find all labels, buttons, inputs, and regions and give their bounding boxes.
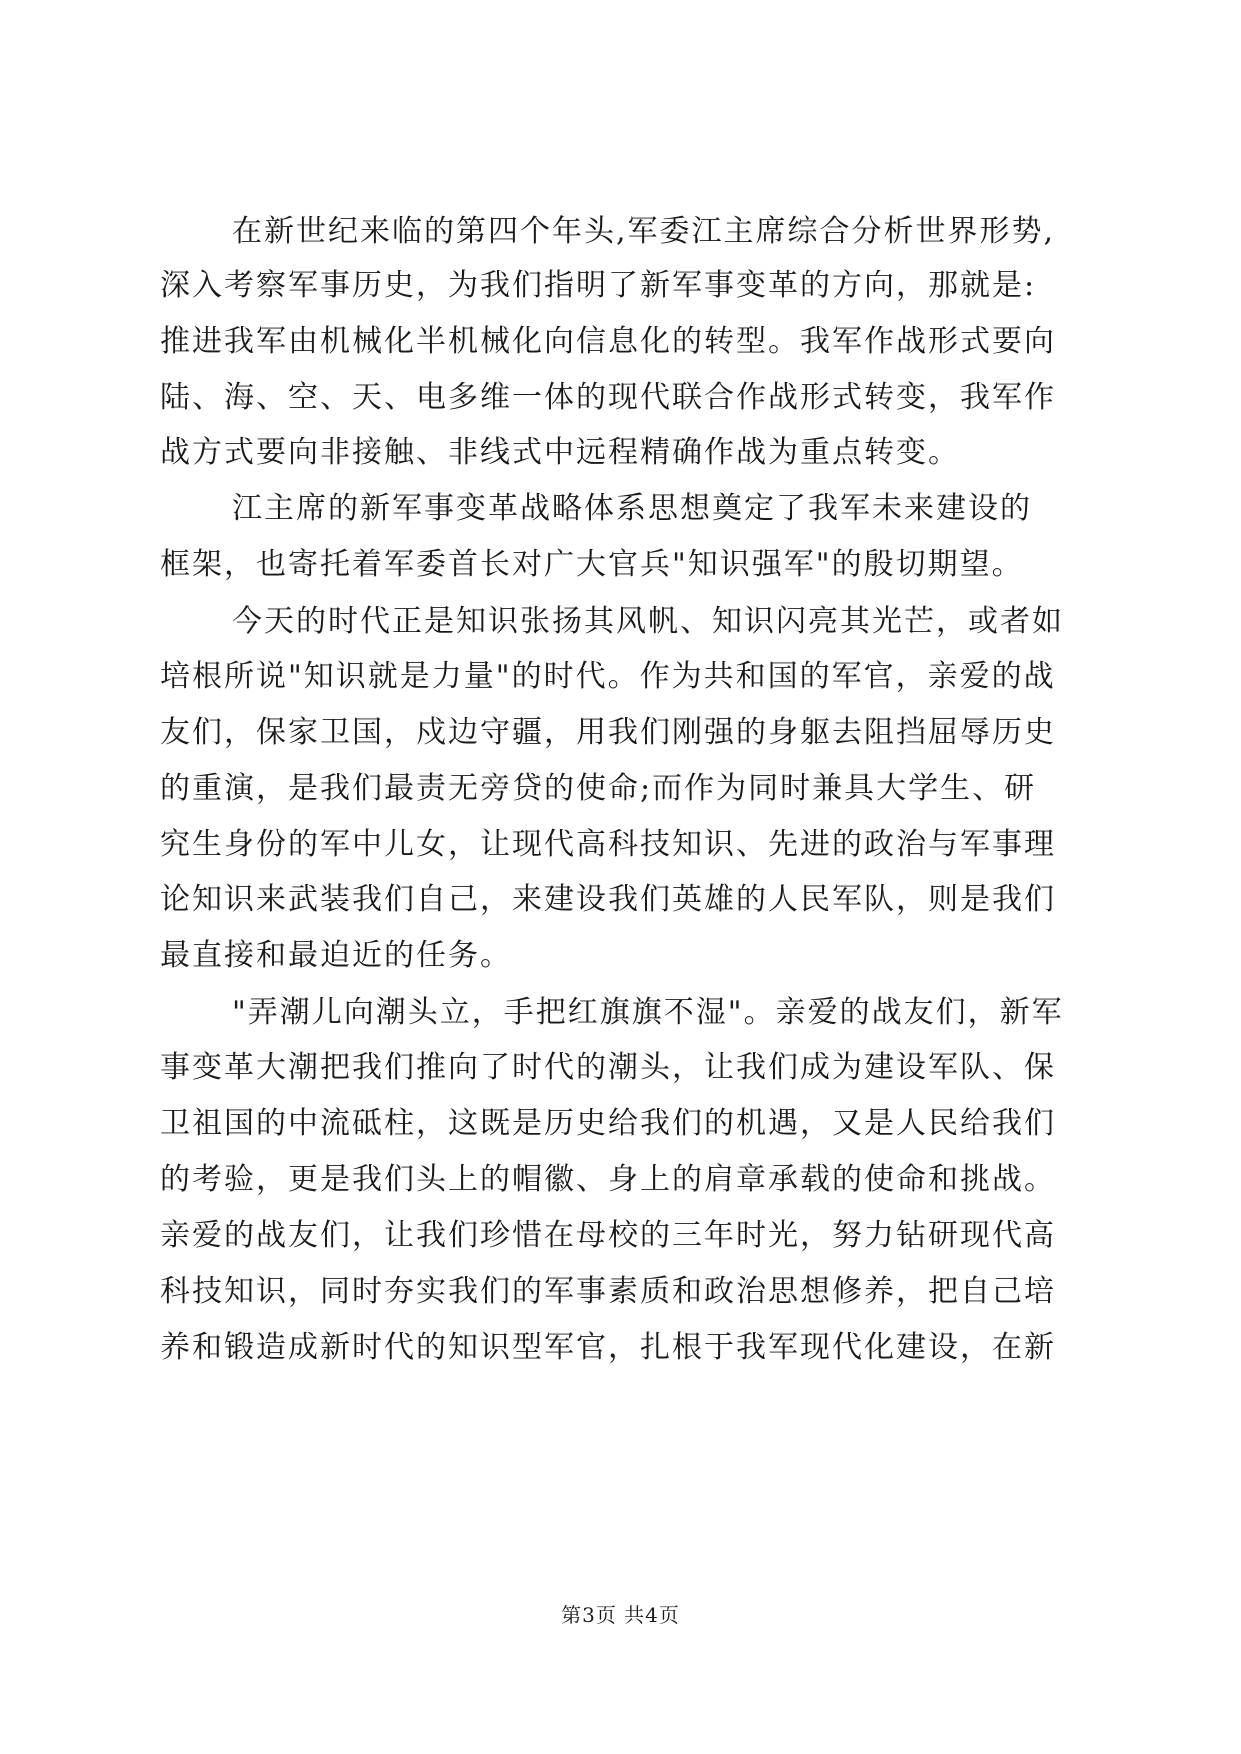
text-line: 科技知识，同时夯实我们的军事素质和政治思想修养，把自己培: [160, 1274, 1056, 1309]
text-line: 论知识来武装我们自己，来建设我们英雄的人民军队，则是我们: [160, 882, 1056, 917]
text-line: 亲爱的战友们，让我们珍惜在母校的三年时光，努力钻研现代高: [160, 1218, 1056, 1253]
text-line: 卫祖国的中流砥柱，这既是历史给我们的机遇，又是人民给我们: [160, 1106, 1056, 1141]
text-line: "弄潮儿向潮头立，手把红旗旗不湿"。亲爱的战友们，新军: [232, 995, 1064, 1030]
text-line: 究生身份的军中儿女，让现代高科技知识、先进的政治与军事理: [160, 827, 1056, 862]
text-line: 江主席的新军事变革战略体系思想奠定了我军未来建设的: [232, 491, 1032, 526]
text-line: 培根所说"知识就是力量"的时代。作为共和国的军官，亲爱的战: [160, 659, 1056, 694]
text-line: 事变革大潮把我们推向了时代的潮头，让我们成为建设军队、保: [160, 1050, 1056, 1085]
page-number-footer: 第3页 共4页: [561, 1603, 680, 1627]
text-line: 深入考察军事历史，为我们指明了新军事变革的方向，那就是:: [160, 268, 1037, 303]
text-line: 的重演，是我们最责无旁贷的使命;而作为同时兼具大学生、研: [160, 771, 1037, 806]
text-line: 友们，保家卫国，戍边守疆，用我们刚强的身躯去阻挡屈辱历史: [160, 715, 1056, 750]
text-line: 的考验，更是我们头上的帽徽、身上的肩章承载的使命和挑战。: [160, 1162, 1056, 1197]
text-line: 推进我军由机械化半机械化向信息化的转型。我军作战形式要向: [160, 324, 1056, 359]
text-line: 养和锻造成新时代的知识型军官，扎根于我军现代化建设，在新: [160, 1330, 1056, 1365]
text-line: 最直接和最迫近的任务。: [160, 938, 512, 973]
text-line: 框架，也寄托着军委首长对广大官兵"知识强军"的殷切期望。: [160, 547, 1024, 582]
text-line: 今天的时代正是知识张扬其风帆、知识闪亮其光芒，或者如: [232, 604, 1064, 639]
text-line: 在新世纪来临的第四个年头,军委江主席综合分析世界形势,: [232, 214, 1056, 249]
text-line: 陆、海、空、天、电多维一体的现代联合作战形式转变，我军作: [160, 380, 1056, 415]
text-line: 战方式要向非接触、非线式中远程精确作战为重点转变。: [160, 435, 960, 470]
